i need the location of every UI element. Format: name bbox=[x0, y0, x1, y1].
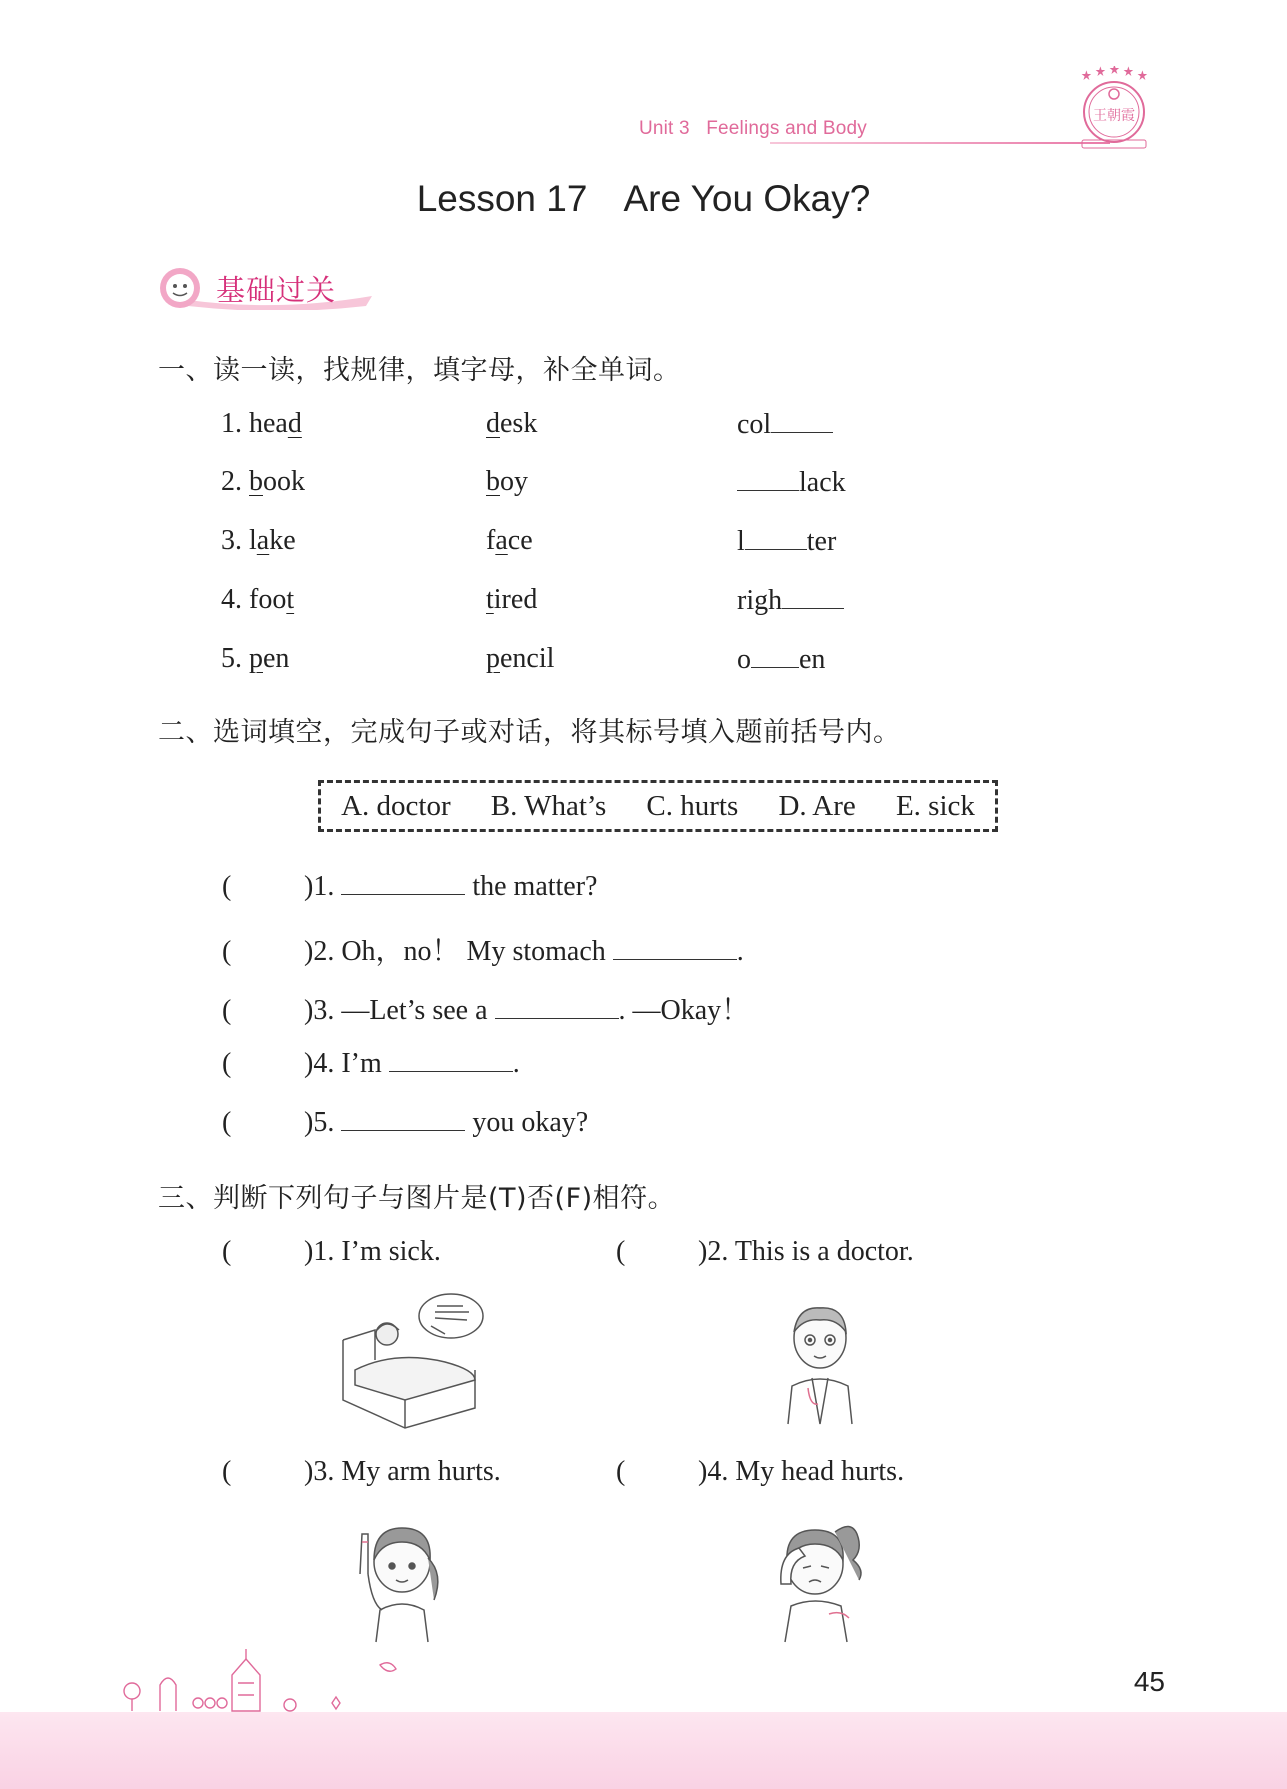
answer-paren[interactable]: ( bbox=[222, 1048, 232, 1079]
unit-label: Unit 3 bbox=[638, 118, 690, 139]
tf-item-2 bbox=[616, 1236, 914, 1268]
word-part: ter bbox=[806, 526, 837, 557]
pattern-letter: p bbox=[486, 643, 500, 674]
answer-paren[interactable]: ( bbox=[222, 871, 232, 902]
unit-title bbox=[639, 118, 867, 140]
unit-name: Feelings and Body bbox=[706, 118, 867, 139]
pattern-letter: b bbox=[249, 466, 263, 497]
question-text: . bbox=[512, 1048, 520, 1079]
word-bank bbox=[318, 780, 998, 832]
word-part: encil bbox=[500, 643, 555, 674]
incomplete-word bbox=[737, 584, 844, 617]
fill-blank-question bbox=[222, 1106, 588, 1139]
word-part: ce bbox=[507, 525, 533, 556]
question-number: )2. bbox=[304, 936, 335, 967]
letter-blank[interactable] bbox=[782, 584, 844, 609]
item-text: My head hurts. bbox=[735, 1456, 905, 1487]
lesson-number: Lesson 17 bbox=[416, 178, 588, 219]
word-part: f bbox=[486, 525, 496, 556]
banner-label: 基础过关 bbox=[216, 273, 337, 307]
word-part: col bbox=[737, 409, 772, 440]
question-text: . bbox=[736, 936, 744, 967]
section3-heading: 三、判断下列句子与图片是(T)否(F)相符。 bbox=[158, 1183, 676, 1214]
example-word-2 bbox=[486, 584, 537, 616]
item-text: My arm hurts. bbox=[341, 1456, 501, 1487]
word-part: righ bbox=[737, 585, 783, 616]
example-word-2 bbox=[486, 525, 533, 557]
example-word-2 bbox=[486, 643, 554, 675]
pattern-letter: t bbox=[486, 584, 494, 615]
sick-in-bed-illustration bbox=[335, 1290, 505, 1430]
option-e: E. sick bbox=[895, 789, 975, 822]
question-text: . —Okay！ bbox=[618, 995, 750, 1026]
row-number: 5. bbox=[221, 643, 242, 674]
page-number: 45 bbox=[1133, 1666, 1165, 1697]
pattern-letter: p bbox=[249, 643, 263, 674]
letter-blank[interactable] bbox=[751, 643, 799, 668]
answer-paren[interactable]: ( bbox=[222, 1236, 232, 1267]
question-number: )1. bbox=[304, 871, 335, 902]
word-part: l bbox=[249, 525, 257, 556]
doctor-illustration bbox=[770, 1296, 870, 1426]
footer-decoration bbox=[120, 1645, 400, 1715]
fill-blank-question bbox=[222, 929, 744, 969]
question-text: you okay? bbox=[472, 1107, 589, 1138]
word-blank[interactable] bbox=[341, 870, 465, 895]
incomplete-word bbox=[737, 466, 846, 499]
word-part: l bbox=[737, 526, 745, 557]
example-word-1 bbox=[221, 584, 294, 616]
word-part: ook bbox=[263, 466, 305, 497]
option-b: B. What’s bbox=[490, 789, 607, 822]
answer-paren[interactable]: ( bbox=[616, 1456, 626, 1487]
row-number: 1. bbox=[221, 408, 242, 439]
answer-paren[interactable]: ( bbox=[222, 1107, 232, 1138]
example-word-2 bbox=[486, 466, 528, 498]
fill-blank-question bbox=[222, 988, 749, 1028]
word-part: ired bbox=[493, 584, 538, 615]
example-word-1 bbox=[221, 466, 305, 498]
publisher-logo bbox=[1074, 66, 1154, 152]
tf-item-3 bbox=[222, 1456, 501, 1488]
example-word-2 bbox=[486, 408, 537, 440]
row-number: 2. bbox=[221, 466, 242, 497]
word-part: esk bbox=[500, 408, 538, 439]
tf-item-1 bbox=[222, 1236, 441, 1268]
girl-headache-illustration bbox=[765, 1510, 875, 1645]
pattern-letter: b bbox=[486, 466, 500, 497]
incomplete-word bbox=[737, 408, 833, 441]
option-d: D. Are bbox=[778, 789, 856, 822]
word-part: hea bbox=[249, 408, 288, 439]
letter-blank[interactable] bbox=[745, 525, 807, 550]
answer-paren[interactable]: ( bbox=[222, 995, 232, 1026]
word-blank[interactable] bbox=[495, 994, 619, 1019]
word-part: en bbox=[799, 644, 826, 675]
item-text: This is a doctor. bbox=[734, 1236, 914, 1267]
word-blank[interactable] bbox=[389, 1047, 513, 1072]
question-text: Oh，no！ My stomach bbox=[341, 936, 606, 967]
question-text: I’m bbox=[341, 1048, 382, 1079]
incomplete-word bbox=[737, 643, 825, 676]
word-part: foo bbox=[249, 584, 287, 615]
answer-paren[interactable]: ( bbox=[222, 936, 232, 967]
fill-blank-question bbox=[222, 1047, 520, 1080]
word-part: ke bbox=[269, 525, 296, 556]
section1-heading: 一、读一读，找规律，填字母，补全单词。 bbox=[158, 355, 681, 386]
word-blank[interactable] bbox=[341, 1106, 465, 1131]
item-text: I’m sick. bbox=[341, 1236, 441, 1267]
example-word-1 bbox=[221, 408, 302, 440]
incomplete-word bbox=[737, 525, 836, 558]
pattern-letter: a bbox=[495, 525, 508, 556]
answer-paren[interactable]: ( bbox=[222, 1456, 232, 1487]
letter-blank[interactable] bbox=[737, 466, 799, 491]
item-number: )1. bbox=[304, 1236, 335, 1267]
pattern-letter: t bbox=[286, 584, 295, 615]
answer-paren[interactable]: ( bbox=[616, 1236, 626, 1267]
row-number: 4. bbox=[221, 584, 242, 615]
header-rule bbox=[770, 142, 1110, 144]
tf-item-4 bbox=[616, 1456, 904, 1488]
word-part: en bbox=[263, 643, 290, 674]
pattern-letter: d bbox=[486, 408, 500, 439]
section2-heading: 二、选词填空，完成句子或对话，将其标号填入题前括号内。 bbox=[158, 717, 901, 748]
logo-text: 王朝霞 bbox=[1093, 108, 1135, 124]
lesson-name: Are You Okay? bbox=[623, 178, 871, 219]
option-c: C. hurts bbox=[646, 789, 739, 822]
word-blank[interactable] bbox=[613, 935, 737, 960]
example-word-1 bbox=[221, 525, 296, 557]
letter-blank[interactable] bbox=[771, 408, 833, 433]
lesson-title bbox=[0, 178, 1287, 220]
item-number: )2. bbox=[698, 1236, 729, 1267]
footer-band bbox=[0, 1712, 1287, 1789]
pattern-letter: a bbox=[256, 525, 270, 556]
word-part: lack bbox=[799, 467, 846, 498]
row-number: 3. bbox=[221, 525, 242, 556]
pattern-letter: d bbox=[287, 408, 302, 439]
fill-blank-question bbox=[222, 870, 597, 903]
item-number: )3. bbox=[304, 1456, 335, 1487]
question-text: the matter? bbox=[472, 871, 598, 902]
question-number: )5. bbox=[304, 1107, 335, 1138]
question-number: )3. bbox=[304, 995, 335, 1026]
girl-hurt-finger-illustration bbox=[348, 1514, 448, 1644]
question-number: )4. bbox=[304, 1048, 335, 1079]
example-word-1 bbox=[221, 643, 289, 675]
word-part: o bbox=[737, 644, 751, 675]
option-a: A. doctor bbox=[341, 789, 451, 822]
question-text: —Let’s see a bbox=[341, 995, 488, 1026]
item-number: )4. bbox=[698, 1456, 729, 1487]
word-part: oy bbox=[500, 466, 528, 497]
